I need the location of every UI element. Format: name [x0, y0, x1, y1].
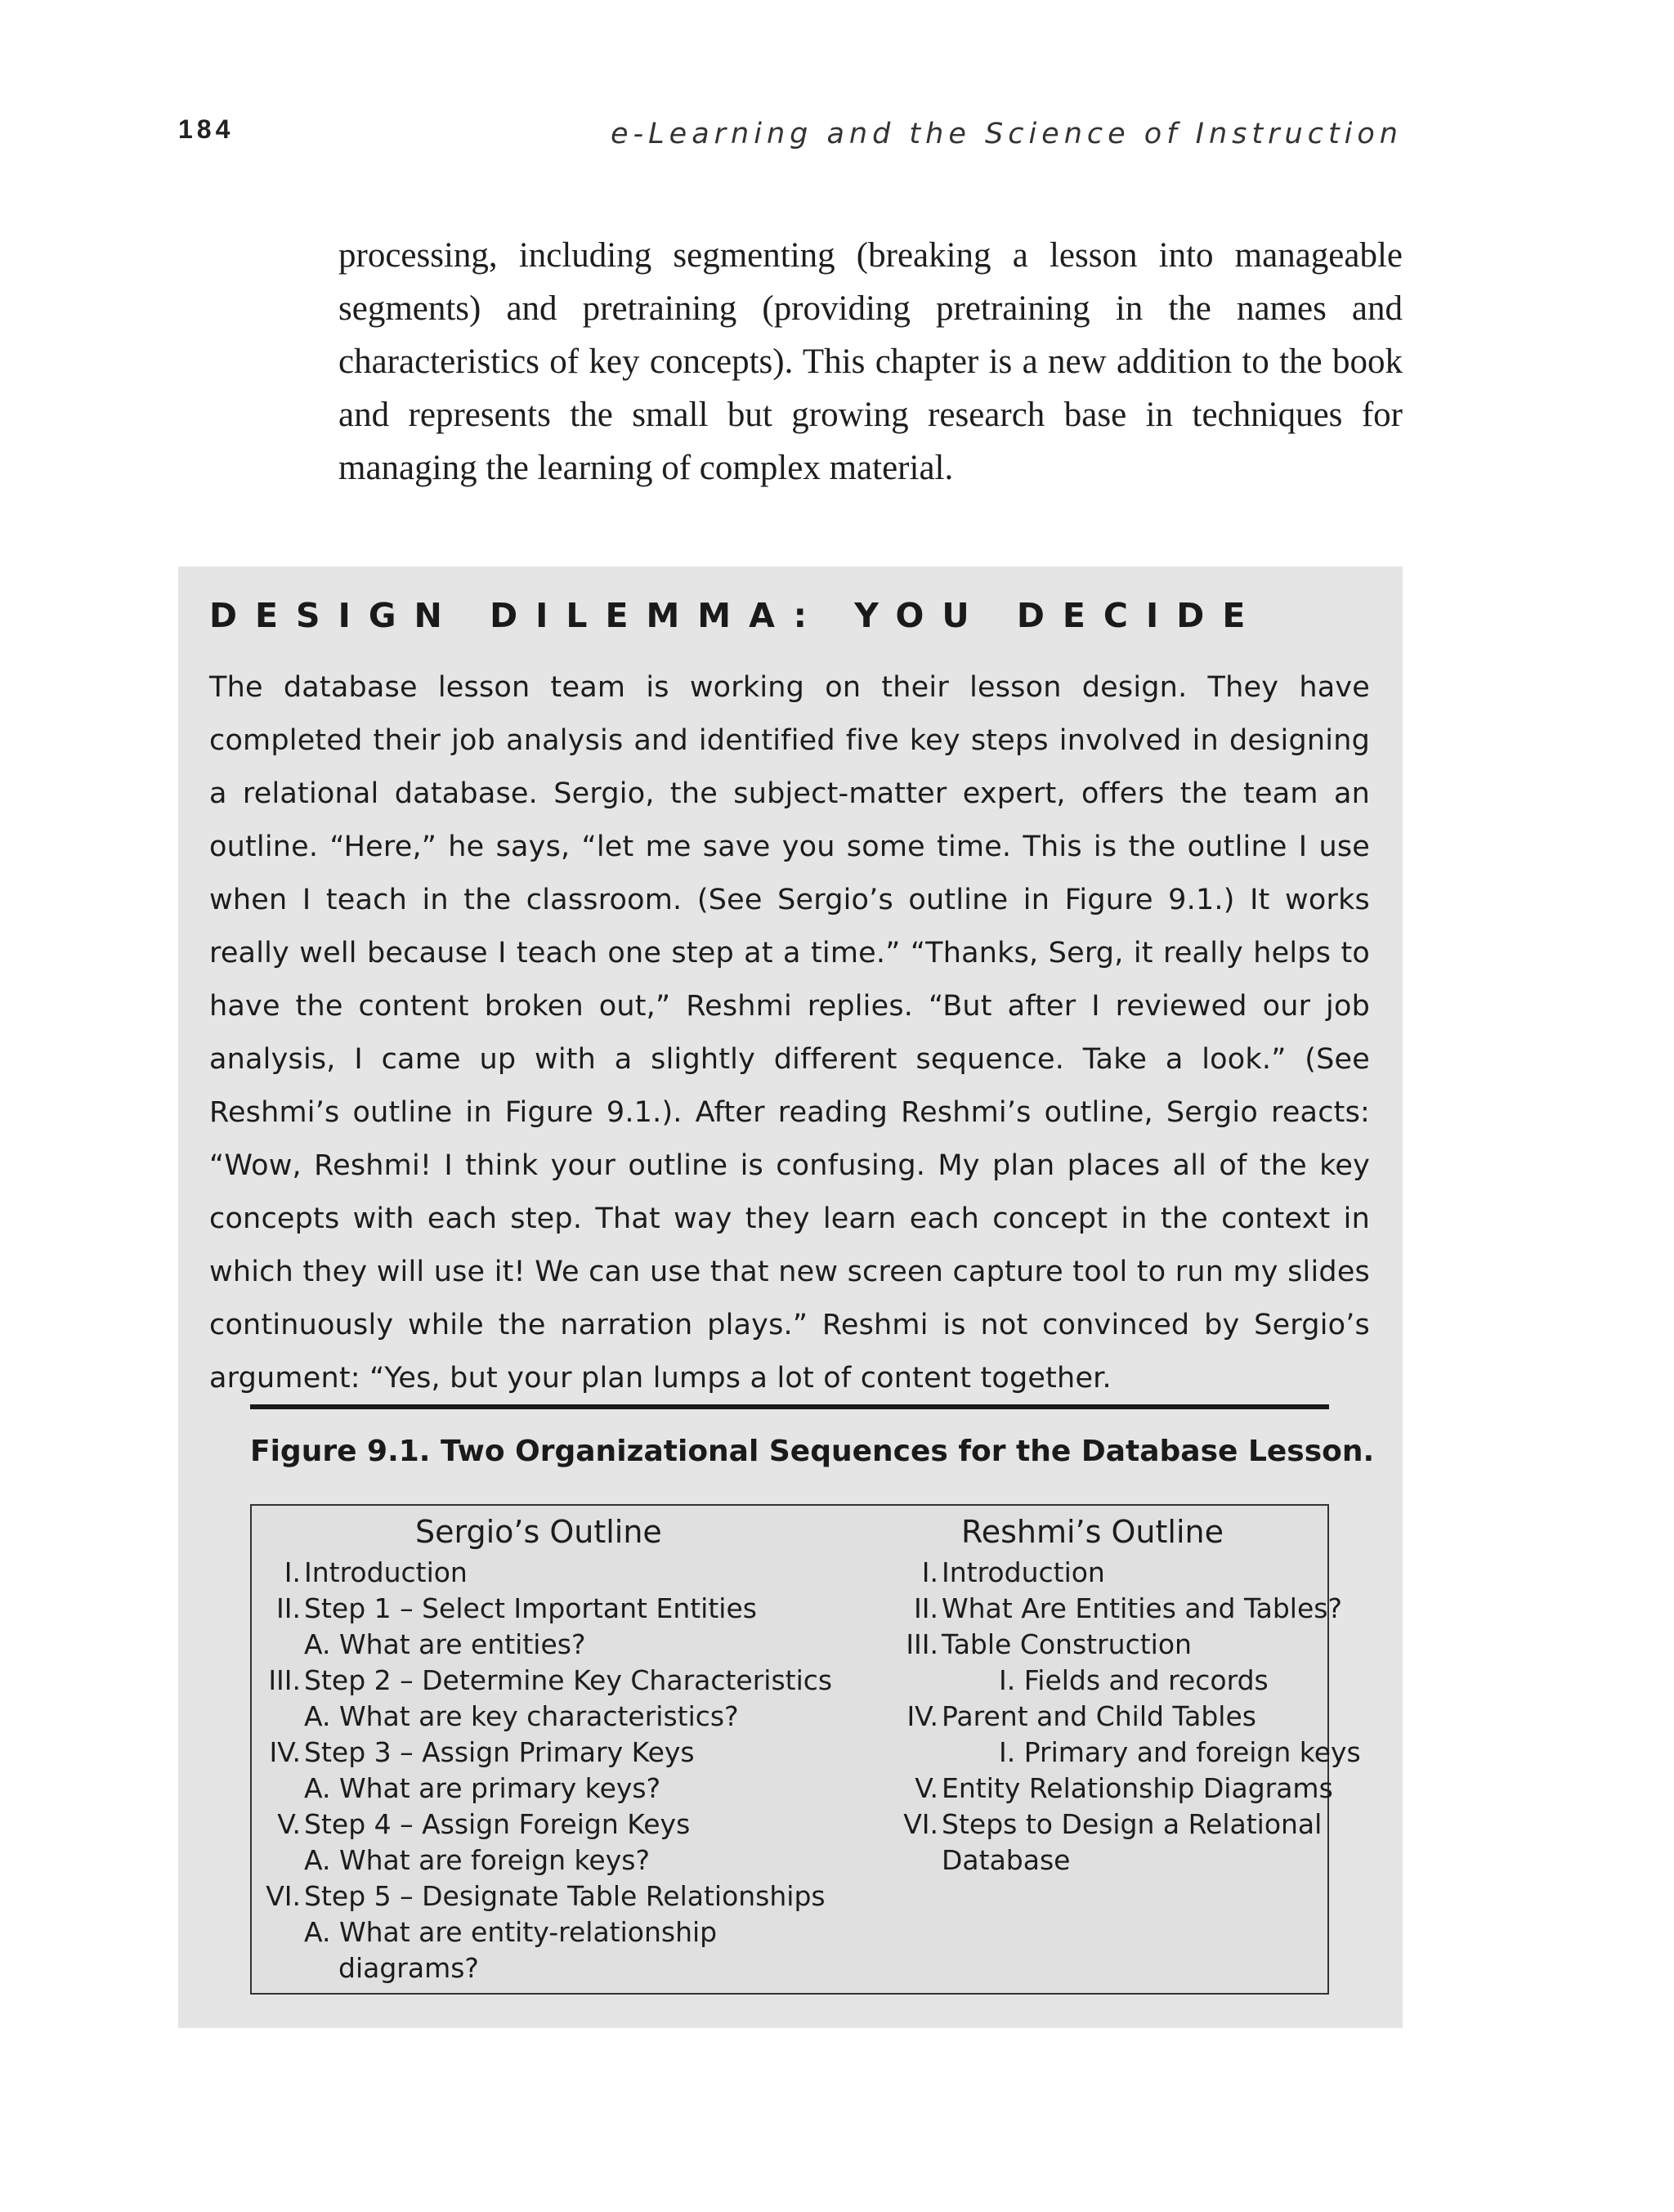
- outline-item: [252, 1591, 857, 1627]
- dilemma-body: The database lesson team is working on their lesson design. They have completed their job analysis and identified five key steps involved in designing a relational database. Sergio, the subject-matter expert, offers the team an outline. “Here,” he says, “let me save you some time. This is the outline I use when I teach in the classroom. (See Sergio’s outline in Figure 9.1.) It works really well because I teach one step at a time.” “Thanks, Serg, it really helps to have the content broken out,” Reshmi replies. “But after I reviewed our job analysis, I came up with a slightly different sequence. Take a look.” (See Reshmi’s outline in Figure 9.1.). After reading Reshmi’s outline, Sergio reacts: “Wow, Reshmi! I think your outline is confusing. My plan places all of the key concepts with each step. That way they learn each concept in the context in which they will use it! We can use that new screen capture tool to run my slides continuously while the narration plays.” Reshmi is not convinced by Sergio’s argument: “Yes, but your plan lumps a lot of content together.: [209, 671, 1370, 1395]
- outline-text: Introduction: [942, 1556, 1105, 1588]
- outline-item: [857, 1555, 1327, 1591]
- outline-item: [857, 1663, 1327, 1699]
- dilemma-heading: DESIGN DILEMMA: YOU DECIDE: [209, 596, 1264, 635]
- outline-numeral: II.: [276, 1592, 301, 1624]
- outline-text: Table Construction: [942, 1628, 1192, 1660]
- outline-text: Step 5 – Designate Table Relationships: [304, 1880, 826, 1912]
- reshmi-outline-list: [857, 1555, 1361, 1878]
- outline-item: [252, 1771, 857, 1807]
- outline-numeral: III.: [906, 1628, 938, 1660]
- outline-numeral: I.: [921, 1556, 938, 1588]
- outline-numeral: III.: [268, 1664, 301, 1696]
- outline-item: [857, 1591, 1342, 1627]
- outline-item: [252, 1950, 857, 1986]
- design-dilemma-box: [178, 566, 1403, 2028]
- outline-text: diagrams?: [338, 1952, 479, 1984]
- outline-item: [857, 1771, 1333, 1807]
- outline-item: [857, 1807, 1327, 1843]
- outline-text: Step 2 – Determine Key Characteristics: [304, 1664, 833, 1696]
- outline-item: [252, 1627, 857, 1663]
- reshmi-outline-title: Reshmi’s Outline: [961, 1514, 1224, 1550]
- outline-item: [252, 1878, 857, 1914]
- outline-item: [857, 1843, 1327, 1878]
- outline-numeral: IV.: [269, 1736, 301, 1768]
- outline-item: [252, 1735, 857, 1771]
- outline-text: A. What are entities?: [304, 1628, 586, 1660]
- figure-caption: Figure 9.1. Two Organizational Sequences for the Database Lesson.: [250, 1435, 1375, 1468]
- outline-item: [857, 1627, 1327, 1663]
- outline-text: Step 3 – Assign Primary Keys: [304, 1736, 695, 1768]
- outline-item: [252, 1843, 857, 1878]
- outline-item: [252, 1663, 857, 1699]
- outline-item: [857, 1735, 1361, 1771]
- outline-item: [252, 1807, 857, 1843]
- figure-rule: [250, 1404, 1329, 1409]
- outline-item: [252, 1914, 857, 1950]
- outline-text: What Are Entities and Tables?: [942, 1592, 1342, 1624]
- outline-text: Entity Relationship Diagrams: [942, 1772, 1333, 1804]
- outline-numeral: VI.: [903, 1808, 938, 1840]
- outline-text: I. Fields and records: [999, 1664, 1269, 1696]
- outline-numeral: V.: [915, 1772, 938, 1804]
- outline-numeral: II.: [914, 1592, 938, 1624]
- outline-text: A. What are entity-relationship: [304, 1916, 718, 1948]
- outline-text: Database: [942, 1844, 1071, 1876]
- outline-comparison-table: [250, 1504, 1361, 1995]
- outline-text: Parent and Child Tables: [942, 1700, 1256, 1732]
- outline-text: I. Primary and foreign keys: [999, 1736, 1361, 1768]
- intro-paragraph: processing, including segmenting (breaking a lesson into manageable segments) and pretraining (providing pretraining in the names and characteristics of key concepts). This chapter is a new addition to the book and represents the small but growing research base in techniques for managing the learning of complex material.: [338, 236, 1403, 487]
- outline-text: Step 1 – Select Important Entities: [304, 1592, 757, 1624]
- outline-item: [857, 1699, 1327, 1735]
- running-head: e-Learning and the Science of Instruction: [611, 118, 1403, 150]
- outline-text: A. What are key characteristics?: [304, 1700, 739, 1732]
- outline-text: Step 4 – Assign Foreign Keys: [304, 1808, 691, 1840]
- outline-numeral: IV.: [906, 1700, 938, 1732]
- outline-numeral: V.: [277, 1808, 301, 1840]
- outline-numeral: I.: [284, 1556, 301, 1588]
- page-number: 184: [178, 114, 235, 144]
- sergio-outline-list: [252, 1555, 857, 1986]
- outline-item: [252, 1555, 857, 1591]
- outline-text: Steps to Design a Relational: [942, 1808, 1323, 1840]
- outline-text: A. What are primary keys?: [304, 1772, 661, 1804]
- outline-text: Introduction: [304, 1556, 468, 1588]
- outline-text: A. What are foreign keys?: [304, 1844, 650, 1876]
- outline-numeral: VI.: [266, 1880, 301, 1912]
- outline-item: [252, 1699, 857, 1735]
- sergio-outline-title: Sergio’s Outline: [415, 1514, 662, 1550]
